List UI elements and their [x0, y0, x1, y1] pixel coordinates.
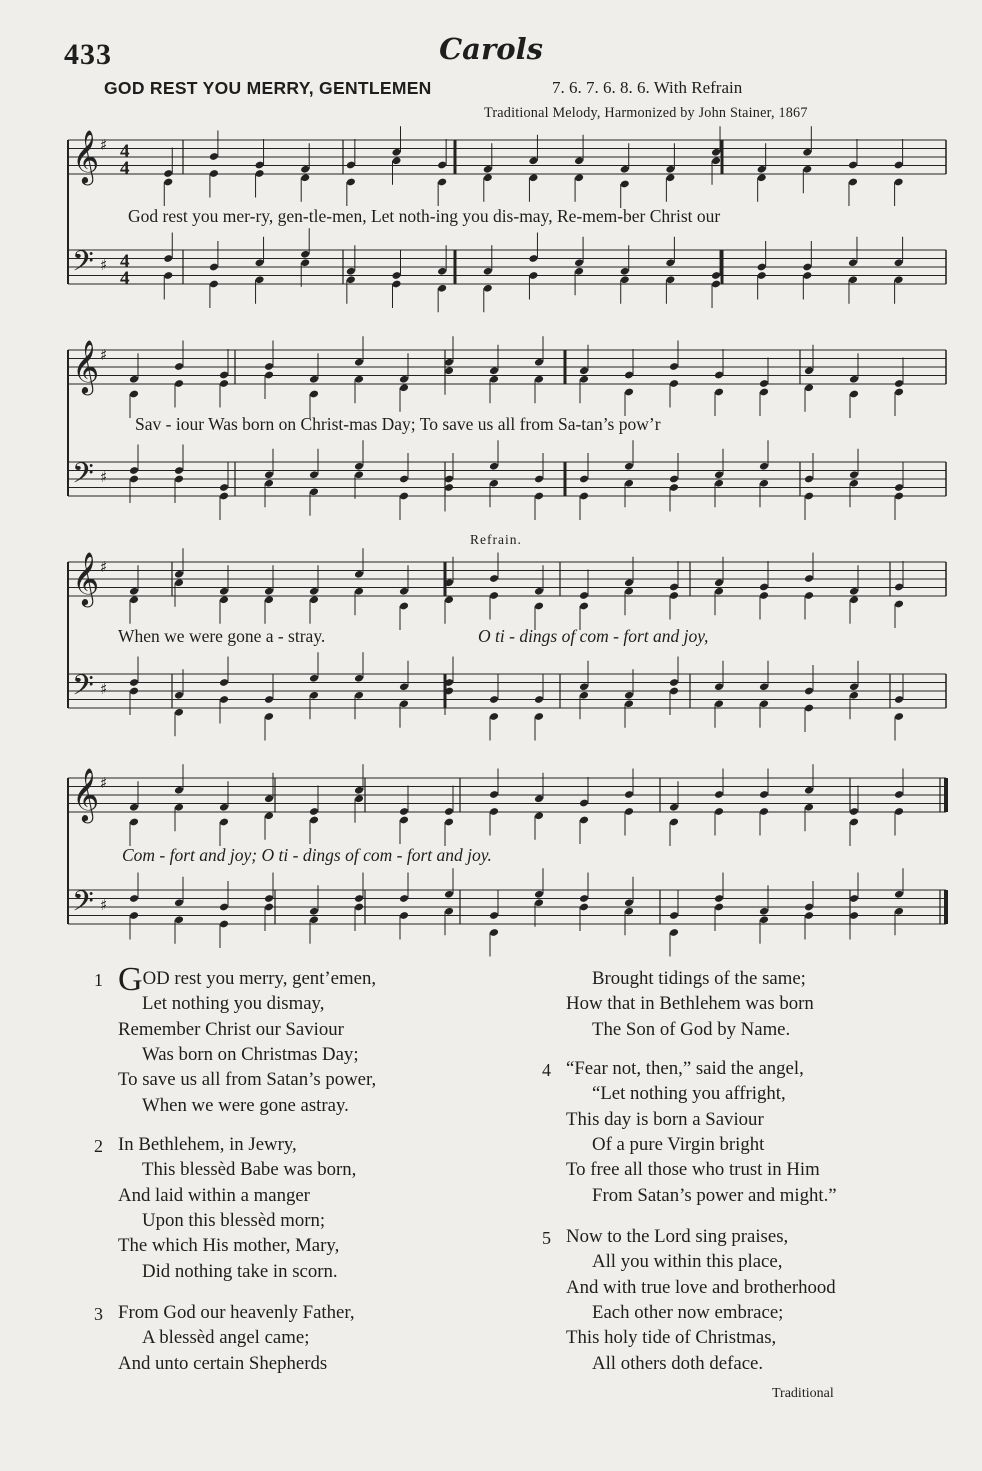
lyrics-system-2: Sav - iour Was born on Christ-mas Day; To save us all from Sa-tan’s pow’r [135, 414, 661, 434]
treble-clef-icon: 𝄞 [72, 767, 100, 821]
verse-line: From Satan’s power and might.” [592, 1184, 837, 1206]
sharp-icon: ♯ [100, 346, 108, 364]
verse-number: 4 [542, 1060, 551, 1080]
sharp-icon: ♯ [100, 558, 108, 576]
verse-line: This holy tide of Christmas, [566, 1327, 777, 1349]
treble-clef-icon: 𝄞 [72, 339, 100, 393]
lyrics-system-4: Com - fort and joy; O ti - dings of com - fort and joy. [122, 845, 492, 865]
verse-number: 2 [94, 1136, 103, 1156]
verse-line: When we were gone astray. [142, 1094, 349, 1116]
bass-clef-icon: 𝄢 [72, 245, 94, 285]
sharp-icon: ♯ [100, 256, 108, 274]
verse-line: Remember Christ our Saviour [118, 1018, 344, 1040]
hymn-title: GOD REST YOU MERRY, GENTLEMEN [104, 78, 432, 98]
verse-line: To free all those who trust in Him [566, 1159, 820, 1181]
verse-line: Each other now embrace; [592, 1301, 784, 1323]
verse-line: “Fear not, then,” said the angel, [566, 1058, 804, 1079]
meter: 7. 6. 7. 6. 8. 6. With Refrain [552, 78, 743, 97]
verse-line: All others doth deface. [592, 1352, 764, 1374]
verse-line: A blessèd angel came; [142, 1327, 310, 1349]
verse-line: This day is born a Saviour [566, 1108, 764, 1130]
verse-line: Was born on Christmas Day; [142, 1043, 359, 1065]
verse-line: And laid within a manger [118, 1184, 310, 1206]
verse-line: Let nothing you dismay, [142, 993, 325, 1015]
verse-line: The which His mother, Mary, [118, 1235, 340, 1257]
verse-line: From God our heavenly Father, [118, 1302, 355, 1323]
lyrics-system-1: God rest you mer-ry, gen-tle-men, Let noth-ing you dis-may, Re-mem-ber Christ our [128, 206, 721, 226]
sharp-icon: ♯ [100, 136, 108, 154]
bass-clef-icon: 𝄢 [72, 885, 94, 925]
verse-line: All you within this place, [592, 1251, 783, 1273]
time-signature: 4 [120, 141, 130, 162]
time-signature: 4 [120, 158, 130, 179]
verse-line: This blessèd Babe was born, [142, 1159, 357, 1181]
sharp-icon: ♯ [100, 468, 108, 486]
verse-line: In Bethlehem, in Jewry, [118, 1134, 297, 1155]
verse-line: And with true love and brotherhood [566, 1276, 836, 1298]
verse-number: 1 [94, 970, 103, 990]
verse-line: Upon this blessèd morn; [142, 1209, 326, 1231]
sharp-icon: ♯ [100, 680, 108, 698]
verse-line: How that in Bethlehem was born [566, 993, 814, 1015]
time-signature: 4 [120, 251, 130, 272]
bass-clef-icon: 𝄢 [72, 669, 94, 709]
verse-line: Now to the Lord sing praises, [566, 1226, 789, 1247]
treble-clef-icon: 𝄞 [72, 129, 100, 183]
time-signature: 4 [120, 268, 130, 289]
verse-line: “Let nothing you affright, [592, 1083, 786, 1105]
treble-clef-icon: 𝄞 [72, 551, 100, 605]
refrain-lyrics-system-3: O ti - dings of com - fort and joy, [478, 626, 709, 646]
section-title: Carols [439, 32, 543, 66]
footer-source: Traditional [772, 1386, 834, 1401]
verse-line: And unto certain Shepherds [118, 1352, 328, 1374]
verse-line: GOD rest you merry, gent’emen, [118, 961, 377, 998]
lyrics-system-3: When we were gone a - stray. [118, 626, 326, 646]
verse-line: Of a pure Virgin bright [592, 1133, 765, 1155]
hymn-number: 433 [64, 38, 112, 71]
verse-line: Brought tidings of the same; [592, 968, 806, 989]
drop-cap: G [118, 961, 143, 998]
bass-clef-icon: 𝄢 [72, 457, 94, 497]
verse-number: 3 [94, 1304, 103, 1324]
refrain-label: Refrain. [470, 532, 522, 547]
sharp-icon: ♯ [100, 774, 108, 792]
verse-line: The Son of God by Name. [592, 1018, 791, 1040]
verse-line: Did nothing take in scorn. [142, 1260, 338, 1282]
sharp-icon: ♯ [100, 896, 108, 914]
verse-number: 5 [542, 1228, 551, 1248]
verse-line: To save us all from Satan’s power, [118, 1069, 377, 1091]
attribution: Traditional Melody, Harmonized by John Stainer, 1867 [484, 105, 808, 121]
